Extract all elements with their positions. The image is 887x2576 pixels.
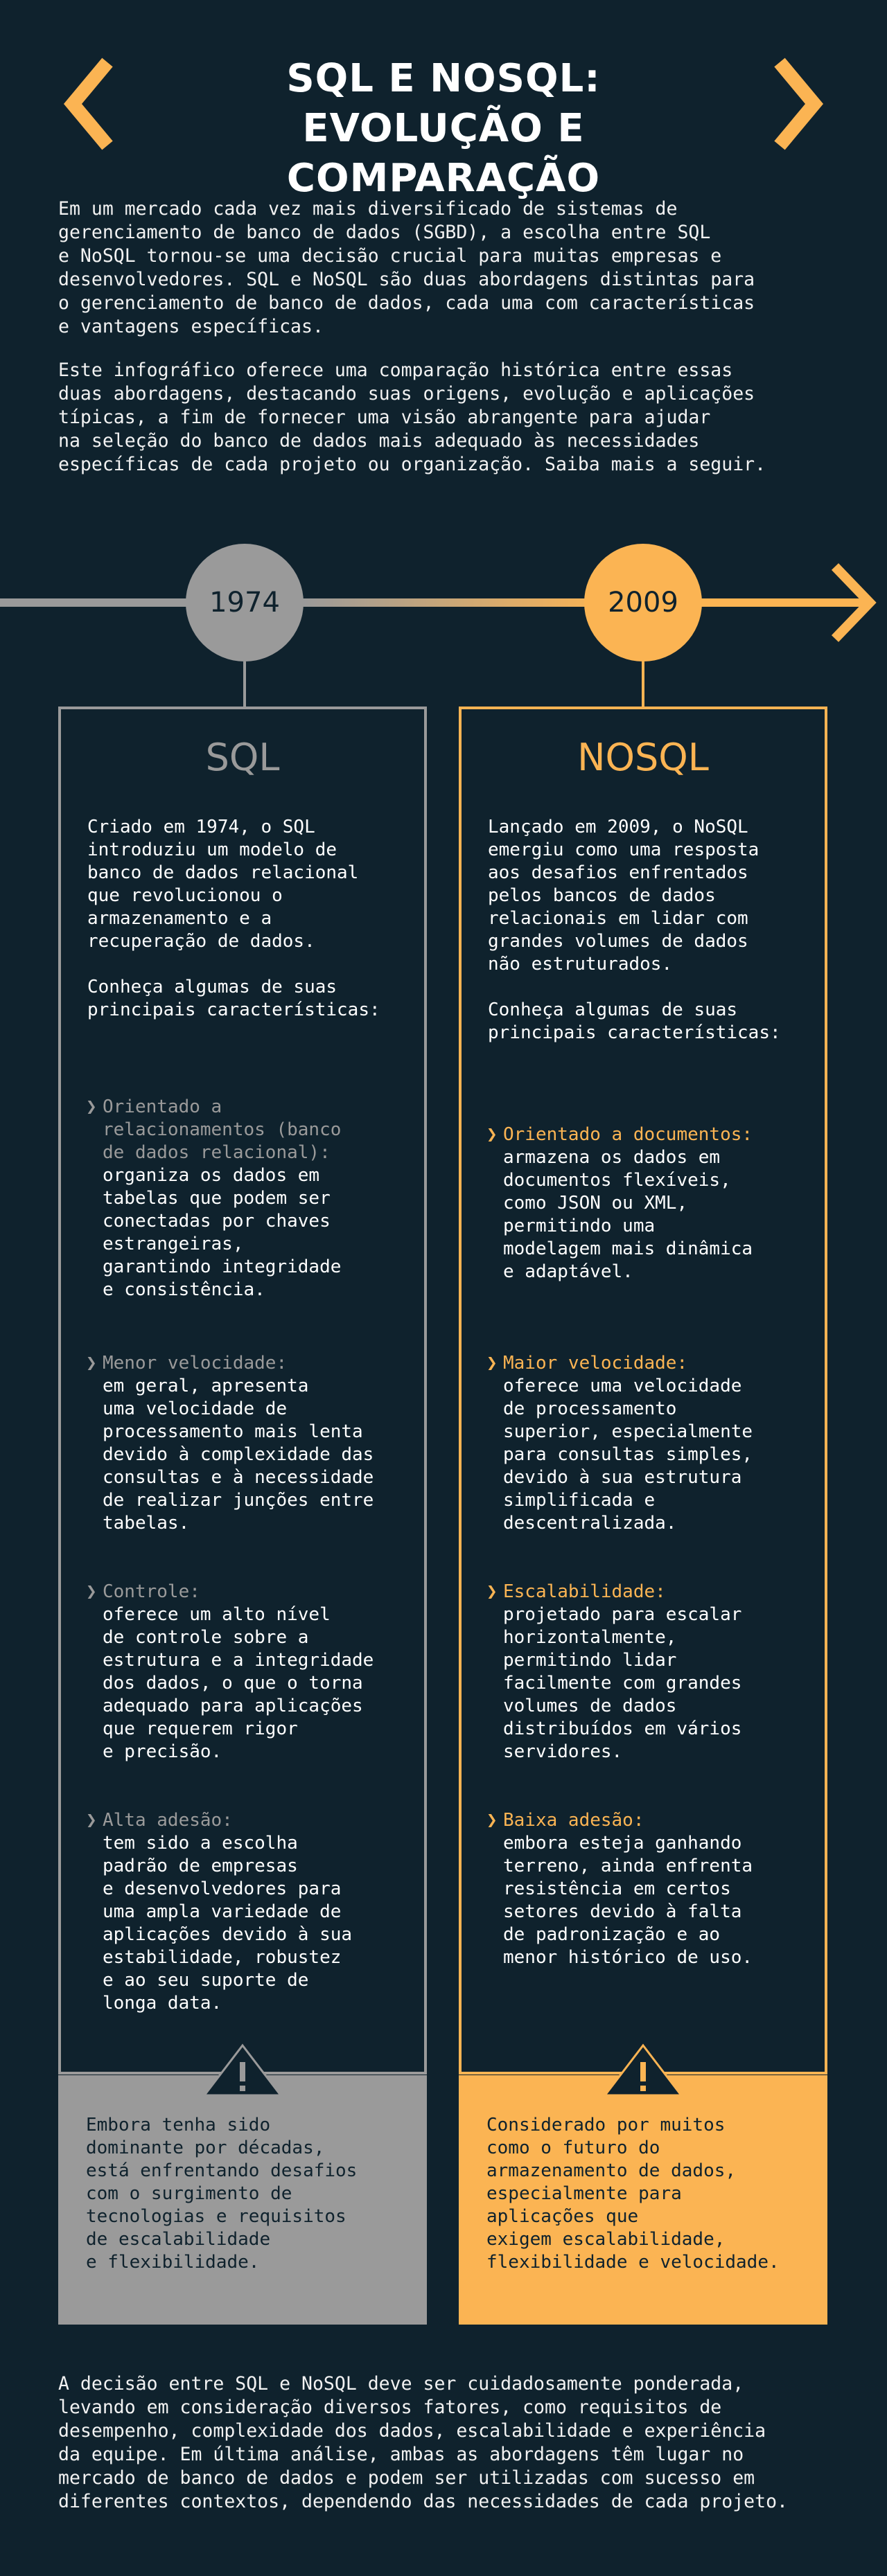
timeline	[0, 540, 887, 707]
sql-title: SQL	[205, 736, 280, 779]
chevron-right-icon: ❯	[486, 1810, 498, 1831]
intro-paragraph-2: Este infográfico oferece uma comparação histórica entre essas duas abordagens, destacando suas origens, evolução e aplicações típicas, a fim de fornecer uma visão abrangente para ajudar na seleção do banco de dados mais adequado às necessidades específicas de cada projeto ou organização. Saiba mais a seguir.	[58, 359, 766, 475]
chevron-right-icon: ❯	[86, 1353, 97, 1374]
feature-title: Baixa adesão:	[503, 1810, 644, 1831]
feature-title: Maior velocidade:	[503, 1353, 688, 1374]
chevron-right-icon: ❯	[486, 1124, 498, 1145]
feature-body: em geral, apresenta uma velocidade de processamento mais lenta devido à complexidade das consultas e à necessidade de realizar junções entre tabelas.	[103, 1376, 374, 1534]
chevron-right-icon: ❯	[86, 1096, 97, 1117]
feature-body: tem sido a escolha padrão de empresas e desenvolvedores para uma ampla variedade de aplicações devido à sua estabilidade, robustez e ao seu suporte de longa data.	[103, 1833, 353, 2014]
timeline-line	[0, 540, 887, 707]
feature-title: Orientado a documentos:	[503, 1124, 753, 1145]
title-line-1: SQL E NOSQL:	[286, 56, 601, 101]
warning-icon	[202, 2043, 283, 2098]
chevron-right-icon: ❯	[86, 1581, 97, 1602]
feature-body: oferece uma velocidade de processamento superior, especialmente para consultas simples, devido à sua estrutura simplificada e descentralizada.	[503, 1376, 753, 1534]
conclusion-paragraph: A decisão entre SQL e NoSQL deve ser cuidadosamente ponderada, levando em consideração diversos fatores, como requisitos de desempenho, complexidade dos dados, escalabilidade e experiência da equipe. Em última análise, ambas as abordagens têm lugar no mercado de banco de dados e podem ser utilizadas com sucesso em diferentes contextos, dependendo das necessidades de cada projeto.	[58, 2373, 788, 2512]
sql-feature	[86, 1352, 412, 1535]
timeline-arrow-icon	[828, 561, 884, 644]
warning-icon	[602, 2043, 684, 2098]
header	[0, 42, 887, 201]
intro-paragraph-1: Em um mercado cada vez mais diversificado de sistemas de gerenciamento de banco de dados (SGBD), a escolha entre SQL e NoSQL tornou-se uma decisão crucial para muitas empresas e desenvolvedores. SQL e NoSQL são duas abordagens distintas para o gerenciamento de banco de dados, cada uma com características e vantagens específicas.	[58, 198, 755, 337]
year-badge-sql: 1974	[186, 544, 304, 661]
nosql-feature	[486, 1809, 812, 1969]
nosql-feature	[486, 1581, 812, 1764]
page-title	[152, 54, 735, 204]
chevron-right-icon: ❯	[486, 1353, 498, 1374]
sql-feature	[86, 1809, 412, 2015]
nosql-title: NOSQL	[577, 736, 709, 779]
feature-body: armazena os dados em documentos flexíveis, como JSON ou XML, permitindo uma modelagem mais dinâmica e adaptável.	[503, 1147, 753, 1282]
feature-body: projetado para escalar horizontalmente, permitindo lidar facilmente com grandes volumes de dados distribuídos em vários servidores.	[503, 1604, 742, 1762]
chevron-right-icon: ❯	[486, 1581, 498, 1602]
sql-intro: Criado em 1974, o SQL introduziu um modelo de banco de dados relacional que revolucionou o armazenamento e a recuperação de dados. Conheça algumas de suas principais características:	[87, 817, 380, 1020]
nosql-feature	[486, 1123, 812, 1283]
nosql-column	[459, 707, 827, 2273]
nosql-warning-box: Considerado por muitos como o futuro do armazenamento de dados, especialmente para aplicações que exigem escalabilidade, flexibilidade e velocidade.	[459, 2075, 827, 2325]
nosql-intro: Lançado em 2009, o NoSQL emergiu como uma resposta aos desafios enfrentados pelos bancos de dados relacionais em lidar com grandes volumes de dados não estruturados. Conheça algumas de suas principais características:	[488, 817, 781, 1043]
title-line-2: EVOLUÇÃO E COMPARAÇÃO	[286, 106, 601, 201]
feature-title: Menor velocidade:	[103, 1353, 288, 1374]
sql-feature	[86, 1096, 412, 1302]
feature-title: Orientado a relacionamentos (banco de dados relacional):	[103, 1096, 342, 1163]
feature-body: oferece um alto nível de controle sobre a estrutura e a integridade dos dados, o que o torna adequado para aplicações que requerem rigor e precisão.	[103, 1604, 374, 1762]
feature-title: Escalabilidade:	[503, 1581, 666, 1602]
feature-body: organiza os dados em tabelas que podem ser conectadas por chaves estrangeiras, garantindo integridade e consistência.	[103, 1165, 342, 1300]
chevron-right-icon	[748, 55, 832, 152]
feature-title: Alta adesão:	[103, 1810, 233, 1831]
sql-warning-box: Embora tenha sido dominante por décadas, está enfrentando desafios com o surgimento de tecnologias e requisitos de escalabilidade e flexibilidade.	[58, 2075, 427, 2325]
chevron-right-icon: ❯	[86, 1810, 97, 1831]
feature-body: embora esteja ganhando terreno, ainda enfrenta resistência em certos setores devido à falta de padronização e ao menor histórico de uso.	[503, 1833, 753, 1968]
nosql-feature	[486, 1352, 812, 1535]
feature-title: Controle:	[103, 1581, 200, 1602]
year-badge-nosql: 2009	[584, 544, 702, 661]
chevron-left-icon	[55, 55, 139, 152]
sql-column	[58, 707, 427, 2273]
sql-feature	[86, 1581, 412, 1764]
